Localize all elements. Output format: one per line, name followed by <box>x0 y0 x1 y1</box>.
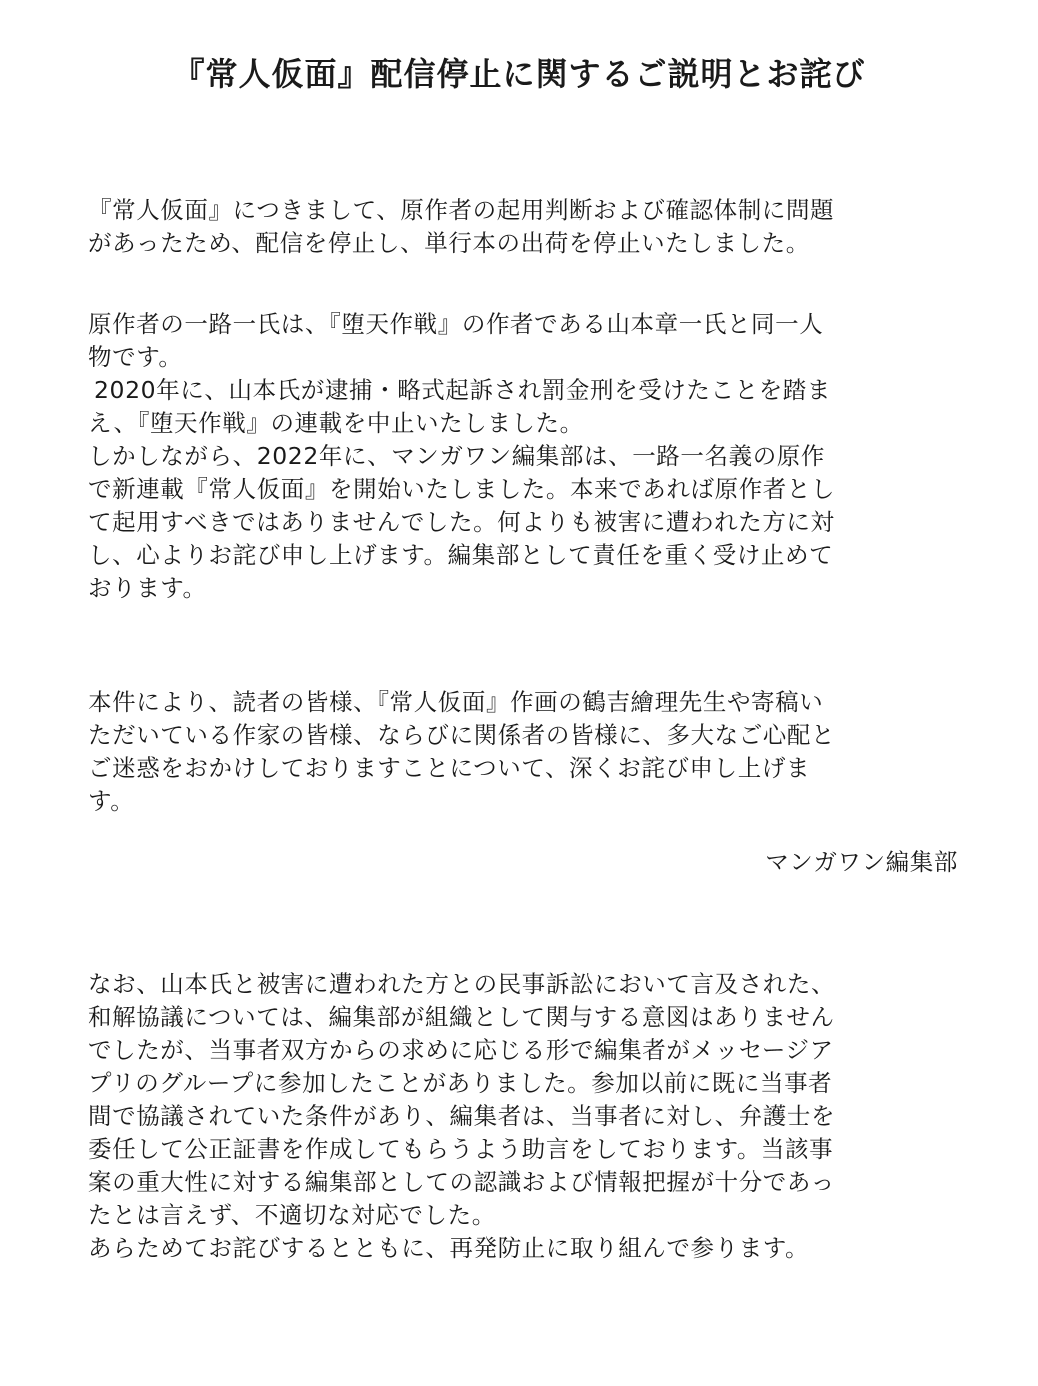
text-line: があったため、配信を停止し、単行本の出荷を停止いたしました。 <box>88 229 810 257</box>
text-line: ご迷惑をおかけしておりますことについて、深くお詫び申し上げま <box>88 754 811 782</box>
signature-editorial-department: マンガワン編集部 <box>765 848 958 876</box>
text-line: て起用すべきではありませんでした。何よりも被害に遭われた方に対 <box>88 508 835 536</box>
text-line: 『常人仮面』につきまして、原作者の起用判断および確認体制に問題 <box>88 196 835 224</box>
text-line: 和解協議については、編集部が組織として関与する意図はありません <box>88 1003 835 1031</box>
text-line: 委任して公正証書を作成してもらうよう助言をしております。当該事 <box>88 1135 834 1163</box>
text-line: 2020年に、山本氏が逮捕・略式起訴され罰金刑を受けたことを踏ま <box>94 376 832 404</box>
text-line: 間で協議されていた条件があり、編集者は、当事者に対し、弁護士を <box>88 1102 836 1130</box>
text-line: なお、山本氏と被害に遭われた方との民事訴訟において言及された、 <box>88 970 836 998</box>
text-line: たとは言えず、不適切な対応でした。 <box>88 1201 496 1229</box>
text-line: 本件により、読者の皆様、『常人仮面』作画の鶴吉繪理先生や寄稿い <box>88 688 824 716</box>
text-line: す。 <box>88 787 135 815</box>
text-line: しかしながら、2022年に、マンガワン編集部は、一路一名義の原作 <box>88 442 826 470</box>
paragraph-settlement-note <box>88 968 968 1265</box>
text-line: でしたが、当事者双方からの求めに応じる形で編集者がメッセージア <box>88 1036 834 1064</box>
paragraph-suspension-notice <box>88 194 968 260</box>
text-line: 原作者の一路一氏は、『堕天作戦』の作者である山本章一氏と同一人 <box>88 310 824 338</box>
text-line: おります。 <box>88 574 207 602</box>
text-line: え、『堕天作戦』の連載を中止いたしました。 <box>88 409 584 437</box>
paragraph-apology <box>88 686 968 818</box>
text-line: 案の重大性に対する編集部としての認識および情報把握が十分であっ <box>88 1168 835 1196</box>
text-line: あらためてお詫びするとともに、再発防止に取り組んで参ります。 <box>88 1234 810 1262</box>
text-line: ただいている作家の皆様、ならびに関係者の皆様に、多大なご心配と <box>88 721 836 749</box>
document-title: 『常人仮面』配信停止に関するご説明とお詫び <box>172 55 866 93</box>
text-line: で新連載『常人仮面』を開始いたしました。本来であれば原作者とし <box>88 475 836 503</box>
paragraph-background <box>88 308 968 605</box>
text-line: プリのグループに参加したことがありました。参加以前に既に当事者 <box>88 1069 833 1097</box>
text-line: 物です。 <box>88 343 183 371</box>
text-line: し、心よりお詫び申し上げます。編集部として責任を重く受け止めて <box>88 541 834 569</box>
